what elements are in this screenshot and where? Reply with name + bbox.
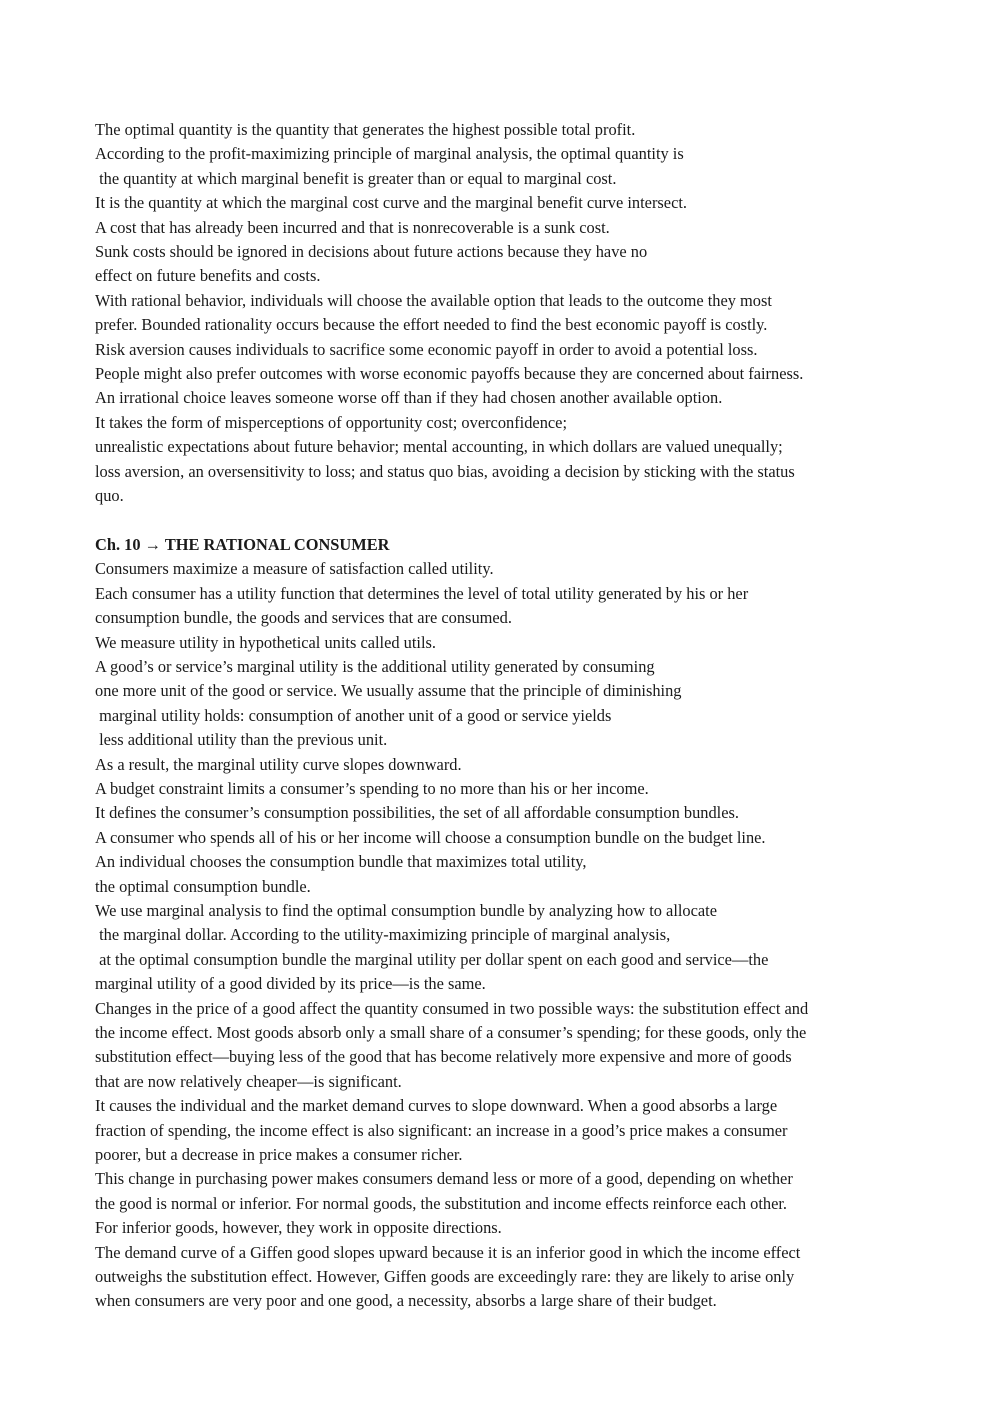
paragraph-line: An irrational choice leaves someone worse off than if they had chosen another available option. [95,388,723,408]
paragraph-line: the optimal consumption bundle. [95,876,311,896]
paragraph-line: For inferior goods, however, they work in opposite directions. [95,1218,502,1238]
paragraph-line: Each consumer has a utility function that determines the level of total utility generated by his or her [95,583,749,603]
section-decision-making [95,118,915,509]
paragraph-line: fraction of spending, the income effect is also significant: an increase in a good’s price makes a consumer [95,1120,788,1140]
paragraph-line: Consumers maximize a measure of satisfaction called utility. [95,559,494,579]
paragraph-line: As a result, the marginal utility curve slopes downward. [95,754,462,774]
section-spacer [95,509,915,533]
paragraph-line: The demand curve of a Giffen good slopes upward because it is an inferior good in which the income effect [95,1242,801,1262]
paragraph-line: It is the quantity at which the marginal cost curve and the marginal benefit curve intersect. [95,193,687,213]
paragraph-line: It takes the form of misperceptions of opportunity cost; overconfidence; [95,412,568,432]
paragraph-line: unrealistic expectations about future behavior; mental accounting, in which dollars are valued unequally; [95,437,783,457]
paragraph-line: According to the profit-maximizing principle of marginal analysis, the optimal quantity is [95,144,684,164]
paragraph-line: People might also prefer outcomes with worse economic payoffs because they are concerned about fairness. [95,364,804,384]
paragraph-line: when consumers are very poor and one good, a necessity, absorbs a large share of their budget. [95,1291,717,1311]
paragraph-line: It defines the consumer’s consumption possibilities, the set of all affordable consumption bundles. [95,803,739,823]
paragraph-line: less additional utility than the previous unit. [95,730,388,750]
chapter-heading: Ch. 10 → THE RATIONAL CONSUMER [95,534,390,554]
paragraph-line: outweighs the substitution effect. However, Giffen goods are exceedingly rare: they are likely to arise only [95,1267,795,1287]
paragraph-line: We use marginal analysis to find the optimal consumption bundle by analyzing how to allocate [95,900,717,920]
paragraph-line: It causes the individual and the market demand curves to slope downward. When a good absorbs a large [95,1096,778,1116]
document-body [95,118,915,1314]
paragraph-line: prefer. Bounded rationality occurs because the effort needed to find the best economic payoff is costly. [95,315,768,335]
paragraph-line: A consumer who spends all of his or her income will choose a consumption bundle on the budget line. [95,827,766,847]
paragraph-line: at the optimal consumption bundle the marginal utility per dollar spent on each good and service—the [95,949,769,969]
paragraph-line: the income effect. Most goods absorb only a small share of a consumer’s spending; for these goods, only the [95,1023,807,1043]
paragraph-line: marginal utility holds: consumption of another unit of a good or service yields [95,705,612,725]
paragraph-line: A good’s or service’s marginal utility is the additional utility generated by consuming [95,656,655,676]
paragraph-line: quo. [95,486,124,506]
paragraph-line: substitution effect—buying less of the good that has become relatively more expensive and more of goods [95,1047,792,1067]
paragraph-line: that are now relatively cheaper—is significant. [95,1071,402,1091]
paragraph-line: the good is normal or inferior. For normal goods, the substitution and income effects reinforce each other. [95,1193,788,1213]
section-rational-consumer [95,533,915,1314]
paragraph-line: effect on future benefits and costs. [95,266,321,286]
paragraph-line: loss aversion, an oversensitivity to loss; and status quo bias, avoiding a decision by sticking with the status [95,461,795,481]
paragraph-line: We measure utility in hypothetical units called utils. [95,632,436,652]
paragraph-line: Risk aversion causes individuals to sacrifice some economic payoff in order to avoid a potential loss. [95,339,758,359]
paragraph-line: marginal utility of a good divided by its price—is the same. [95,974,486,994]
paragraph-line: This change in purchasing power makes consumers demand less or more of a good, depending on whether [95,1169,793,1189]
paragraph-line: A budget constraint limits a consumer’s spending to no more than his or her income. [95,778,649,798]
paragraph-line: one more unit of the good or service. We usually assume that the principle of diminishing [95,681,682,701]
paragraph-line: poorer, but a decrease in price makes a consumer richer. [95,1145,463,1165]
paragraph-line: A cost that has already been incurred and that is nonrecoverable is a sunk cost. [95,217,610,237]
paragraph-line: Sunk costs should be ignored in decisions about future actions because they have no [95,242,648,262]
paragraph-line: the marginal dollar. According to the utility-maximizing principle of marginal analysis, [95,925,671,945]
paragraph-line: The optimal quantity is the quantity that generates the highest possible total profit. [95,120,636,139]
paragraph-line: consumption bundle, the goods and services that are consumed. [95,608,512,628]
paragraph-line: With rational behavior, individuals will choose the available option that leads to the outcome they most [95,290,772,310]
paragraph-line: Changes in the price of a good affect the quantity consumed in two possible ways: the substitution effect and [95,998,809,1018]
paragraph-line: An individual chooses the consumption bundle that maximizes total utility, [95,852,587,872]
paragraph-line: the quantity at which marginal benefit is greater than or equal to marginal cost. [95,168,617,188]
